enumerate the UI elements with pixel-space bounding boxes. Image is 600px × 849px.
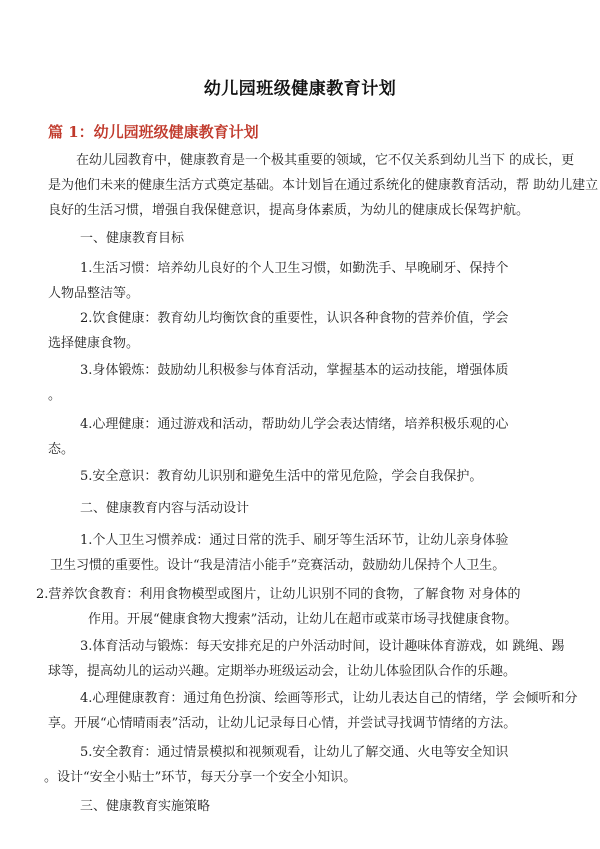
activity-line: 1.个人卫生习惯养成：通过日常的洗手、刷牙等生活环节，让幼儿亲身体验 — [80, 533, 509, 548]
intro-line: 良好的生活习惯，增强自我保健意识，提高身体素质，为幼儿的健康成长保驾护航。 — [48, 203, 530, 218]
activity-line: 5.安全教育：通过情景模拟和视频观看，让幼儿了解交通、火电等安全知识 — [80, 745, 509, 760]
goal-item — [80, 464, 482, 489]
intro-line: 是为他们未来的健康生活方式奠定基础。本计划旨在通过系统化的健康教育活动，帮 助幼儿建立 — [48, 178, 599, 193]
goal-line: 3.身体锻炼：鼓励幼儿积极参与体育活动，掌握基本的运动技能，增强体质 — [80, 363, 509, 378]
goal-item — [48, 306, 509, 356]
goal-line: 人物品整洁等。 — [48, 286, 140, 301]
activity-line: 4.心理健康教育：通过角色扮演、绘画等形式，让幼儿表达自己的情绪，学 会倾听和分 — [80, 691, 578, 706]
intro-paragraph — [48, 148, 598, 223]
goal-line: 5.安全意识：教育幼儿识别和避免生活中的常见危险，学会自我保护。 — [80, 469, 483, 484]
goal-line: 。 — [48, 388, 62, 403]
activity-item — [44, 740, 509, 790]
activity-item — [48, 634, 565, 684]
goal-item — [48, 412, 509, 462]
section-heading-goals: 一、健康教育目标 — [80, 231, 185, 246]
activity-line: 3.体育活动与锻炼：每天安排充足的户外活动时间，设计趣味体育游戏，如 跳绳、踢 — [80, 639, 565, 654]
goal-line: 4.心理健康：通过游戏和活动，帮助幼儿学会表达情绪，培养积极乐观的心 — [80, 417, 509, 432]
activity-line: 2.营养饮食教育：利用食物模型或图片，让幼儿识别不同的食物，了解食物 对身体的 — [36, 587, 521, 602]
activity-item — [48, 686, 578, 736]
activity-item — [36, 582, 521, 632]
activity-item — [50, 528, 509, 578]
activity-line: 享。开展“心情晴雨表”活动，让幼儿记录每日心情，并尝试寻找调节情绪的方法。 — [48, 716, 517, 731]
article-heading: 篇 1：幼儿园班级健康教育计划 — [48, 123, 259, 141]
goal-item — [48, 256, 509, 306]
goal-line: 1.生活习惯：培养幼儿良好的个人卫生习惯，如勤洗手、早晚刷牙、保持个 — [80, 261, 509, 276]
intro-line: 在幼儿园教育中，健康教育是一个极其重要的领域，它不仅关系到幼儿当下 的成长，更 — [76, 153, 575, 168]
section-heading-activities: 二、健康教育内容与活动设计 — [80, 501, 250, 516]
goal-line: 选择健康食物。 — [48, 336, 140, 351]
goal-item — [48, 358, 509, 408]
document-title: 幼儿园班级健康教育计划 — [203, 79, 397, 99]
goal-line: 2.饮食健康：教育幼儿均衡饮食的重要性，认识各种食物的营养价值，学会 — [80, 311, 509, 326]
activity-line: 。设计“安全小贴士”环节，每天分享一个安全小知识。 — [44, 770, 357, 785]
goal-line: 态。 — [48, 442, 75, 457]
section-heading-strategies: 三、健康教育实施策略 — [80, 799, 211, 814]
activity-line: 作用。开展“健康食物大搜索”活动，让幼儿在超市或菜市场寻找健康食物。 — [88, 612, 518, 627]
activity-line: 卫生习惯的重要性。设计“我是清洁小能手”竞赛活动，鼓励幼儿保持个人卫生。 — [50, 558, 506, 573]
activity-line: 球等，提高幼儿的运动兴趣。定期举办班级运动会，让幼儿体验团队合作的乐趣。 — [48, 664, 517, 679]
